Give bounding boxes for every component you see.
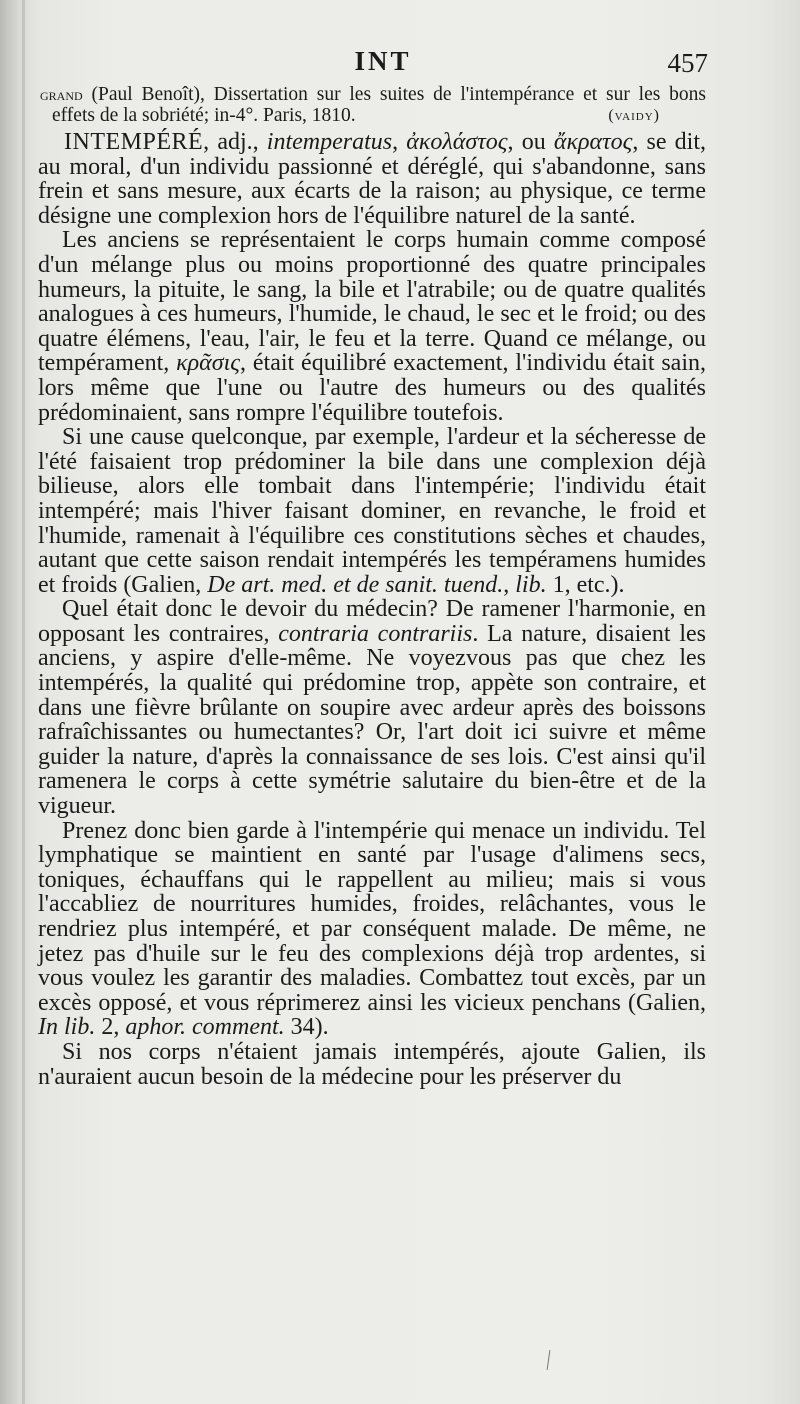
text-run: , était équilibré exactement, l'individu était sain, lors même que l'une ou l'autre des humeurs ou des qualités prédominaient, sans rompre l'équilibre toutefois. xyxy=(38,350,707,426)
entry-text xyxy=(38,130,706,1089)
bibliography-line-1 xyxy=(40,84,706,105)
text-run: . La nature, disaient les anciens, y aspire d'elle-même. Ne voyezvous pas que chez les intempérés, la qualité qui prédomine trop, appète son contraire, et dans une fièvre brûlante on soupire avec ardeur après des boissons rafraîchissantes ou humectantes? Or, l'art doit ici suivre et même guider la nature, d'après la connaissance de ses lois. C'est ainsi qu'il ramenera le corps à cette symétrie salutaire du bien-être et de la vigueur. xyxy=(38,620,706,820)
bibliography-signature: (vaidy) xyxy=(608,107,660,124)
text-run: , se dit, au moral, d'un individu passionné et déréglé, qui s'abandonne, sans frein et sans mesure, aux écarts de la raison; au physique, ce terme désigne une complexion hors de l'équilibre naturel de la santé. xyxy=(38,129,707,229)
page-number: 457 xyxy=(667,48,708,78)
text-run: Les anciens se représentaient le corps humain comme composé d'un mélange plus ou moins proportionné des quatre principales humeurs, la pituite, le sang, la bile et l'atrabile; ou de quatre qualités analogues à ces humeurs, l'humide, le chaud, le sec et le froid; ou des quatre élémens, l'eau, l'air, le feu et la terre. Quand ce mélange, ou tempérament, xyxy=(38,227,706,377)
bibliography-author: grand xyxy=(40,85,83,104)
greek-term: ἄκρατος xyxy=(553,129,633,155)
paragraph-humours xyxy=(38,228,706,425)
text-run: 34). xyxy=(284,1014,329,1041)
citation: De art. med. et de sanit. tuend. xyxy=(207,571,504,598)
bibliography-line-2 xyxy=(40,105,706,126)
bibliography-given-names: (Paul Benoît) xyxy=(91,84,200,105)
headword: INTEMPÉRÉ xyxy=(64,129,204,155)
bibliography-title: , Dissertation sur les suites de l'intempérance et sur les bons xyxy=(199,84,706,105)
page-header xyxy=(58,46,708,82)
text-run: , xyxy=(392,129,407,155)
paragraph-definition xyxy=(38,130,706,228)
text-run: Quel était donc le devoir du médecin? De ramener l'harmonie, en opposant les contraires, xyxy=(38,596,706,647)
paragraph-prevention xyxy=(38,819,706,1040)
text-run: , adj., xyxy=(203,129,267,155)
page-binding-edge xyxy=(0,0,18,1404)
bibliography-imprint: effets de la sobriété; in-4°. Paris, 1810. xyxy=(52,105,356,126)
text-run: Prenez donc bien garde à l'intempérie qui menace un individu. Tel lymphatique se maintient en santé par l'usage d'alimens secs, toniques, échauffans qui le rappellent au milieu; mais si vous l'accabliez de nourritures humides, froides, relâchantes, vous le rendriez plus intempéré, et par conséquent malade. De même, ne jetez pas d'huile sur le feu des complexions déjà trop ardentes, si vous voulez les garantir des maladies. Combattez tout excès, par un excès opposé, et vous réprimerez ainsi les vicieux penchans (Galien, xyxy=(38,817,706,1016)
paragraph-physician xyxy=(38,597,706,818)
greek-term: κρᾶσις xyxy=(176,350,241,377)
text-run: , xyxy=(503,571,516,598)
bibliography-entry xyxy=(40,84,706,126)
gutter-shadow xyxy=(22,0,25,1404)
ink-mark xyxy=(547,1350,551,1370)
text-run: 2, xyxy=(95,1014,126,1041)
latin-term: contraria contrariis xyxy=(278,620,473,647)
citation: lib. xyxy=(515,571,547,598)
text-run: Si nos corps n'étaient jamais intempérés, ajoute Galien, ils n'auraient aucun besoin de la médecine pour les préserver du xyxy=(38,1038,706,1090)
text-run: , ou xyxy=(507,129,554,155)
greek-term: ἀκολάστος xyxy=(406,129,508,155)
text-run: Si une cause quelconque, par exemple, l'ardeur et la sécheresse de l'été faisaient trop prédominer la bile dans une complexion déjà bilieuse, alors elle tombait dans l'intempérie; l'individu était intempéré; mais l'hiver faisant dominer, en revanche, le froid et l'humide, ramenait à l'équilibre ces constitutions sèches et chaudes, autant que cette saison rendait intempérés les tempéramens humides et froids (Galien, xyxy=(38,424,706,598)
paragraph-galien xyxy=(38,1040,706,1089)
citation: In lib. xyxy=(38,1014,96,1041)
text-run: 1, etc.). xyxy=(546,571,625,598)
paragraph-intemperie xyxy=(38,425,706,597)
latin-term: intemperatus xyxy=(266,129,393,155)
citation: aphor. comment. xyxy=(125,1014,285,1041)
running-head: INT xyxy=(354,46,412,76)
